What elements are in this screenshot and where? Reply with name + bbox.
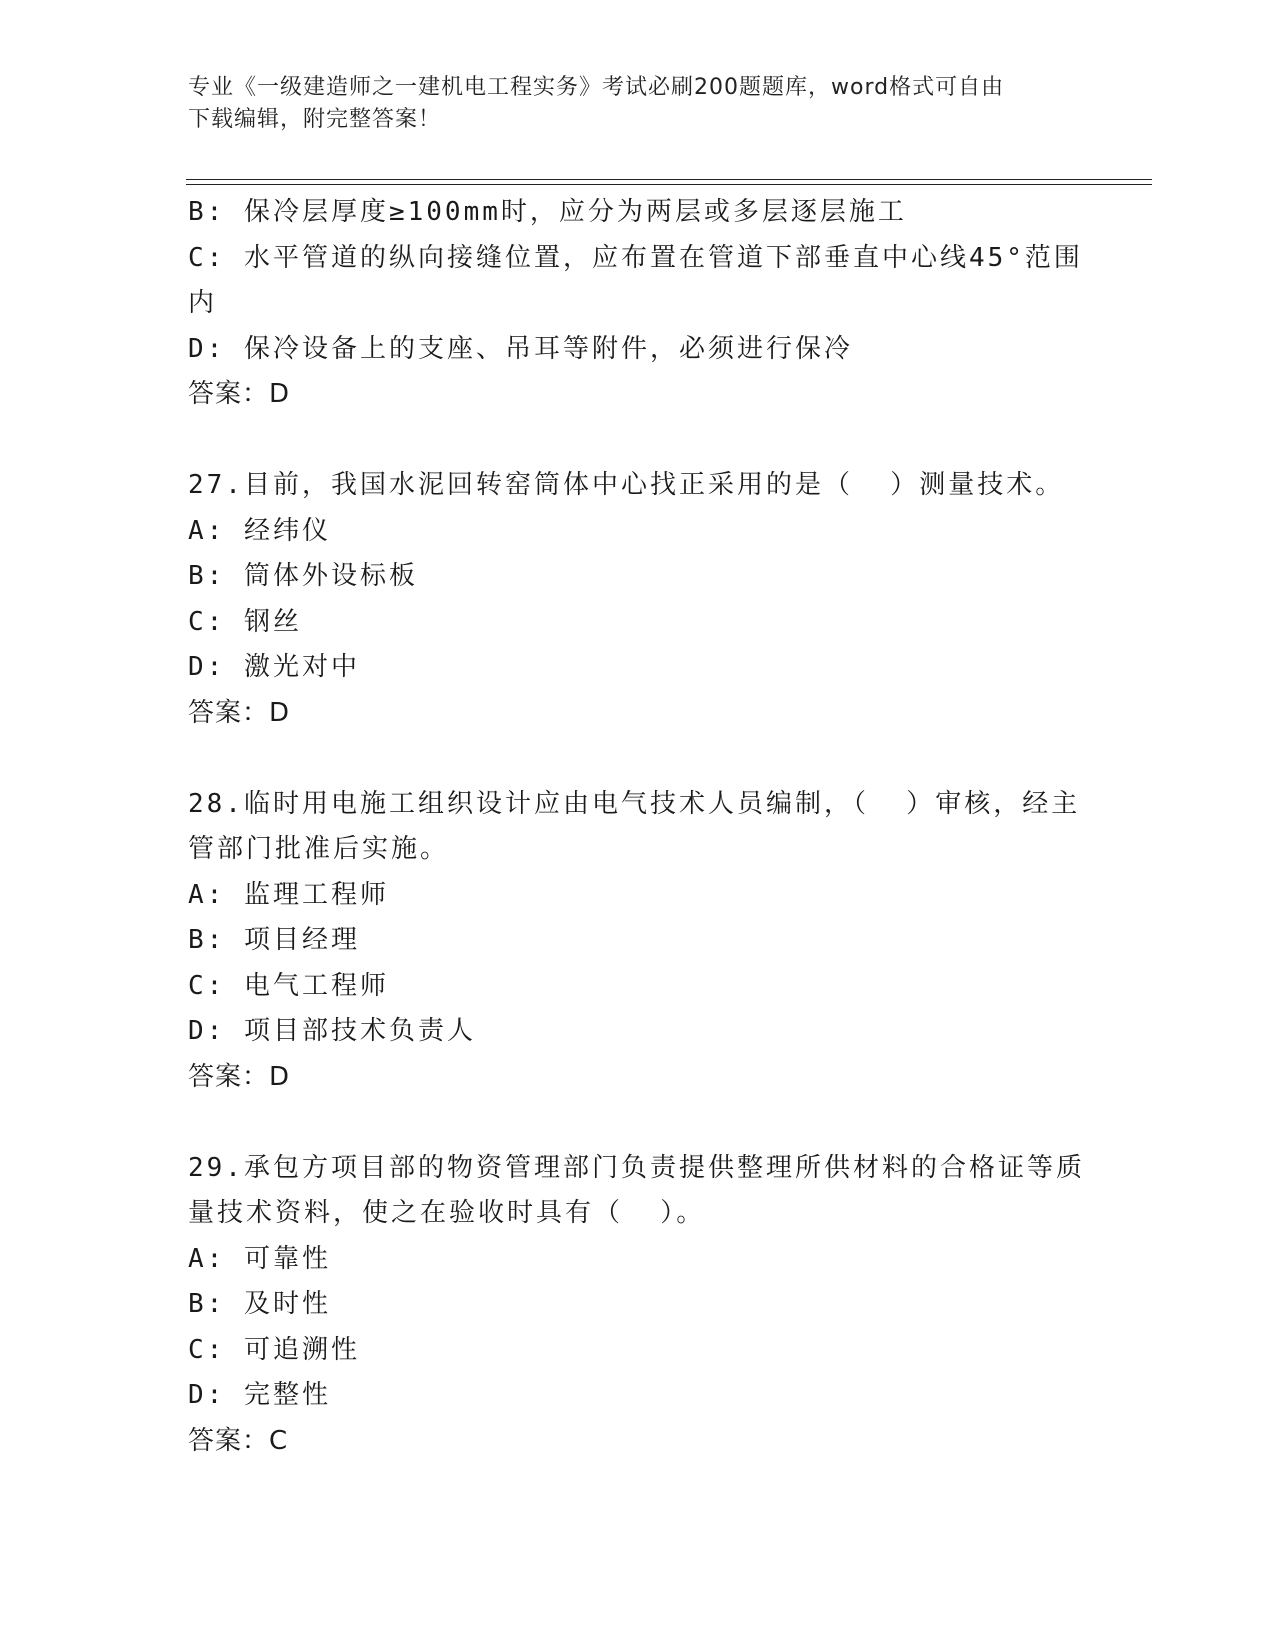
option-b: B: 项目经理	[188, 925, 360, 955]
header-line-2: 下载编辑，附完整答案！	[188, 107, 442, 132]
option-c: C: 水平管道的纵向接缝位置，应布置在管道下部垂直中心线45°范围	[188, 242, 1083, 273]
option-b: B: 保冷层厚度≥100mm时，应分为两层或多层逐层施工	[188, 197, 907, 227]
option-d: D: 激光对中	[188, 652, 360, 682]
option-a: A: 经纬仪	[188, 515, 331, 546]
question-stem-continued: 量技术资料，使之在验收时具有（ ）。	[188, 1198, 706, 1228]
header-line-1: 专业《一级建造师之一建机电工程实务》考试必刷200题题库，word格式可自由	[188, 75, 1005, 100]
option-c-continued: 内	[188, 288, 218, 318]
answer: 答案：C	[188, 1425, 289, 1456]
question-stem-continued: 管部门批准后实施。	[188, 834, 450, 864]
question-stem: 27.目前，我国水泥回转窑筒体中心找正采用的是（ ）测量技术。	[188, 470, 1065, 500]
question-29	[188, 1146, 1088, 1465]
option-d: D: 保冷设备上的支座、吊耳等附件，必须进行保冷	[188, 333, 853, 364]
option-b: B: 筒体外设标板	[188, 561, 418, 591]
option-a: A: 可靠性	[188, 1243, 331, 1274]
header-rule-bottom	[186, 184, 1152, 185]
question-stem: 28.临时用电施工组织设计应由电气技术人员编制，（ ）审核，经主	[188, 788, 1081, 819]
question-26-tail	[188, 190, 1088, 418]
answer: 答案：D	[188, 697, 291, 728]
answer: 答案：D	[188, 379, 291, 409]
question-27	[188, 463, 1088, 736]
header-rule-top	[186, 179, 1152, 180]
question-28	[188, 782, 1088, 1101]
question-stem: 29.承包方项目部的物资管理部门负责提供整理所供材料的合格证等质	[188, 1152, 1085, 1183]
option-c: C: 钢丝	[188, 606, 302, 637]
option-c: C: 电气工程师	[188, 970, 389, 1001]
document-body	[188, 190, 1088, 1464]
document-header	[188, 72, 1088, 136]
answer: 答案：D	[188, 1061, 291, 1092]
option-c: C: 可追溯性	[188, 1334, 360, 1365]
option-a: A: 监理工程师	[188, 879, 389, 910]
option-d: D: 项目部技术负责人	[188, 1016, 476, 1046]
option-d: D: 完整性	[188, 1380, 331, 1410]
option-b: B: 及时性	[188, 1289, 331, 1319]
